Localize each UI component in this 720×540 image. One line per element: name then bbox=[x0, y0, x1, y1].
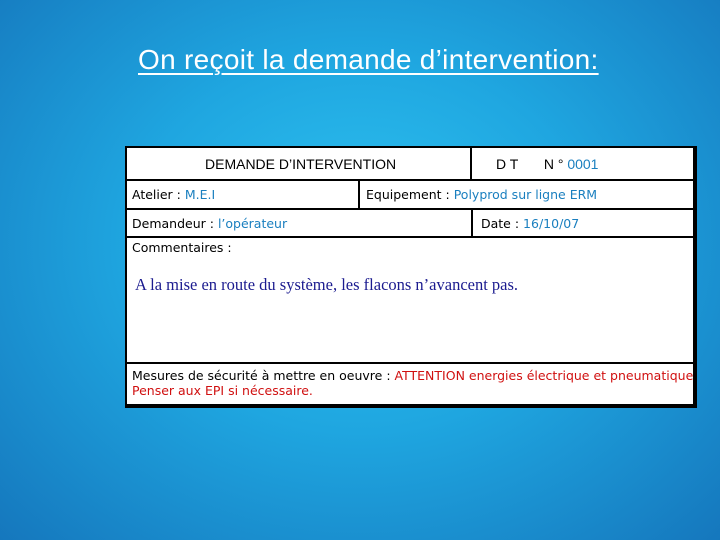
dt-label: D T bbox=[496, 156, 519, 172]
demandeur-field bbox=[132, 216, 287, 231]
commentaires-label: Commentaires : bbox=[132, 240, 232, 255]
commentaire-text: A la mise en route du système, les flacons n’avancent pas. bbox=[135, 275, 519, 294]
mesures-label: Mesures de sécurité à mettre en oeuvre : bbox=[132, 368, 391, 383]
atelier-field bbox=[132, 187, 215, 202]
number-label: N ° bbox=[543, 156, 564, 172]
mesures-value-line2: Penser aux EPI si nécessaire. bbox=[132, 383, 313, 398]
intervention-request-form bbox=[125, 146, 697, 408]
mesures-field bbox=[132, 368, 693, 398]
divider bbox=[127, 236, 695, 238]
mesures-value-line1: ATTENTION energies électrique et pneumatique bbox=[394, 368, 694, 383]
date-value: 16/10/07 bbox=[523, 216, 580, 231]
equipement-value: Polyprod sur ligne ERM bbox=[453, 187, 598, 202]
slide-title: On reçoit la demande d’intervention: bbox=[138, 44, 599, 75]
equipement-label: Equipement : bbox=[366, 187, 450, 202]
divider bbox=[471, 208, 473, 238]
demandeur-label: Demandeur : bbox=[132, 216, 214, 231]
divider bbox=[358, 179, 360, 210]
divider bbox=[127, 362, 695, 364]
dt-number bbox=[496, 156, 598, 172]
date-field bbox=[481, 216, 579, 231]
divider bbox=[127, 179, 695, 181]
demandeur-value: l’opérateur bbox=[217, 216, 288, 231]
date-label: Date : bbox=[481, 216, 520, 231]
atelier-label: Atelier : bbox=[132, 187, 181, 202]
divider bbox=[470, 148, 472, 180]
equipement-field bbox=[366, 187, 597, 202]
number-value: 0001 bbox=[567, 156, 599, 172]
atelier-value: M.E.I bbox=[184, 187, 216, 202]
divider bbox=[127, 208, 695, 210]
form-header: DEMANDE D’INTERVENTION bbox=[205, 156, 397, 172]
